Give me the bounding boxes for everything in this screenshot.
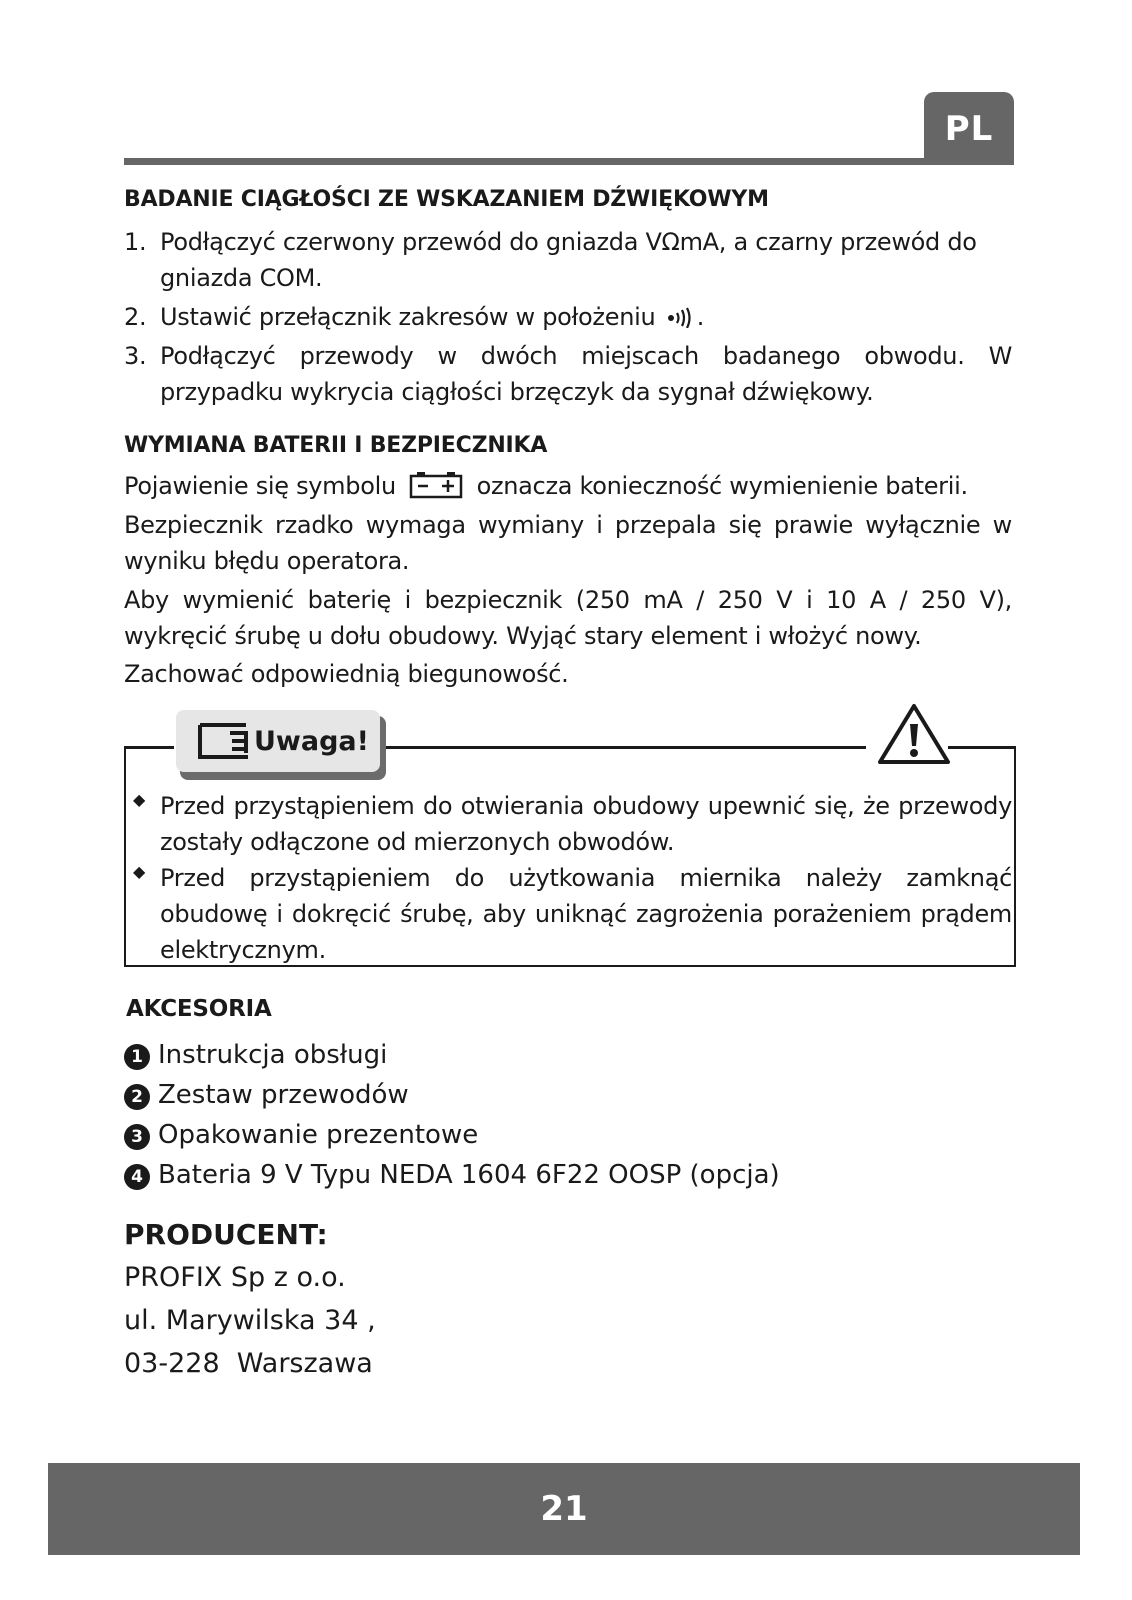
step-number: 3. [124,342,147,370]
battery-paragraph-1 [124,468,1012,504]
number-badge: 2 [124,1084,150,1110]
battery-paragraph-2: Bezpiecznik rzadko wymaga wymiany i przepala się prawie wyłącznie w wyniku błędu operatora. [124,511,1012,575]
continuity-heading: BADANIE CIĄGŁOŚCI ZE WSKAZANIEM DŹWIĘKOWYM [124,187,769,212]
battery-paragraph-4: Zachować odpowiednią biegunowość. [124,660,569,688]
battery-icon [409,471,463,499]
note-top-line-left [124,746,174,749]
note-bullet-icon: ◆ [133,790,146,809]
continuity-step-2 [124,299,1012,335]
step-number: 2. [124,303,147,331]
accessory-item-1 [124,1040,387,1070]
warning-triangle-icon [876,702,952,766]
page-number: 21 [48,1463,1080,1555]
note-top-line-right [948,746,1016,749]
note-bullet-icon: ◆ [133,862,146,881]
number-badge: 4 [124,1164,150,1190]
note-label [176,710,380,772]
producer-line-3: 03-228 Warszawa [124,1348,373,1379]
producer-line-1: PROFIX Sp z o.o. [124,1262,346,1293]
header-rule [124,158,1008,165]
accessories-heading: AKCESORIA [126,996,272,1022]
note-hand-icon [196,719,252,763]
language-tab: PL [924,92,1014,165]
accessory-text: Bateria 9 V Typu NEDA 1604 6F22 OOSP (opcja) [158,1160,780,1190]
battery-paragraph-3: Aby wymienić baterię i bezpiecznik (250 mA / 250 V i 10 A / 250 V), wykręcić śrubę u dołu obudowy. Wyjąć stary element i włożyć nowy. [124,586,1012,650]
note-item-2: Przed przystąpieniem do użytkowania miernika należy zamknąć obudowę i dokręcić śrubę, aby uniknąć zagrożenia porażeniem prądem elektrycznym. [160,864,1012,964]
accessory-item-3 [124,1120,478,1150]
producer-line-2: ul. Marywilska 34 , [124,1305,376,1336]
number-badge: 3 [124,1124,150,1150]
step-text: Podłączyć przewody w dwóch miejscach badanego obwodu. W przypadku wykrycia ciągłości brzęczyk da sygnał dźwiękowy. [160,342,1012,406]
continuity-step-1 [124,224,1012,296]
note-label-text: Uwaga! [254,725,369,757]
step-text: Podłączyć czerwony przewód do gniazda VΩmA, a czarny przewód do gniazda COM. [160,228,977,292]
buzzer-icon [667,306,697,328]
note-top-line-middle [384,746,866,749]
battery-p1-before: Pojawienie się symbolu [124,472,396,500]
step-suffix: . [696,303,705,331]
continuity-step-3 [124,338,1012,410]
accessory-text: Zestaw przewodów [158,1080,409,1110]
battery-heading: WYMIANA BATERII I BEZPIECZNIKA [124,433,548,458]
battery-p1-after: oznacza konieczność wymienienie baterii. [476,472,968,500]
number-badge: 1 [124,1044,150,1070]
accessory-text: Opakowanie prezentowe [158,1120,479,1150]
step-number: 1. [124,228,147,256]
note-item-1: Przed przystąpieniem do otwierania obudowy upewnić się, że przewody zostały odłączone od mierzonych obwodów. [160,792,1012,856]
accessory-item-4 [124,1160,780,1190]
accessory-item-2 [124,1080,409,1110]
step-text: Ustawić przełącznik zakresów w położeniu [160,303,656,331]
accessory-text: Instrukcja obsługi [158,1040,388,1070]
producer-heading: PRODUCENT: [124,1218,328,1251]
